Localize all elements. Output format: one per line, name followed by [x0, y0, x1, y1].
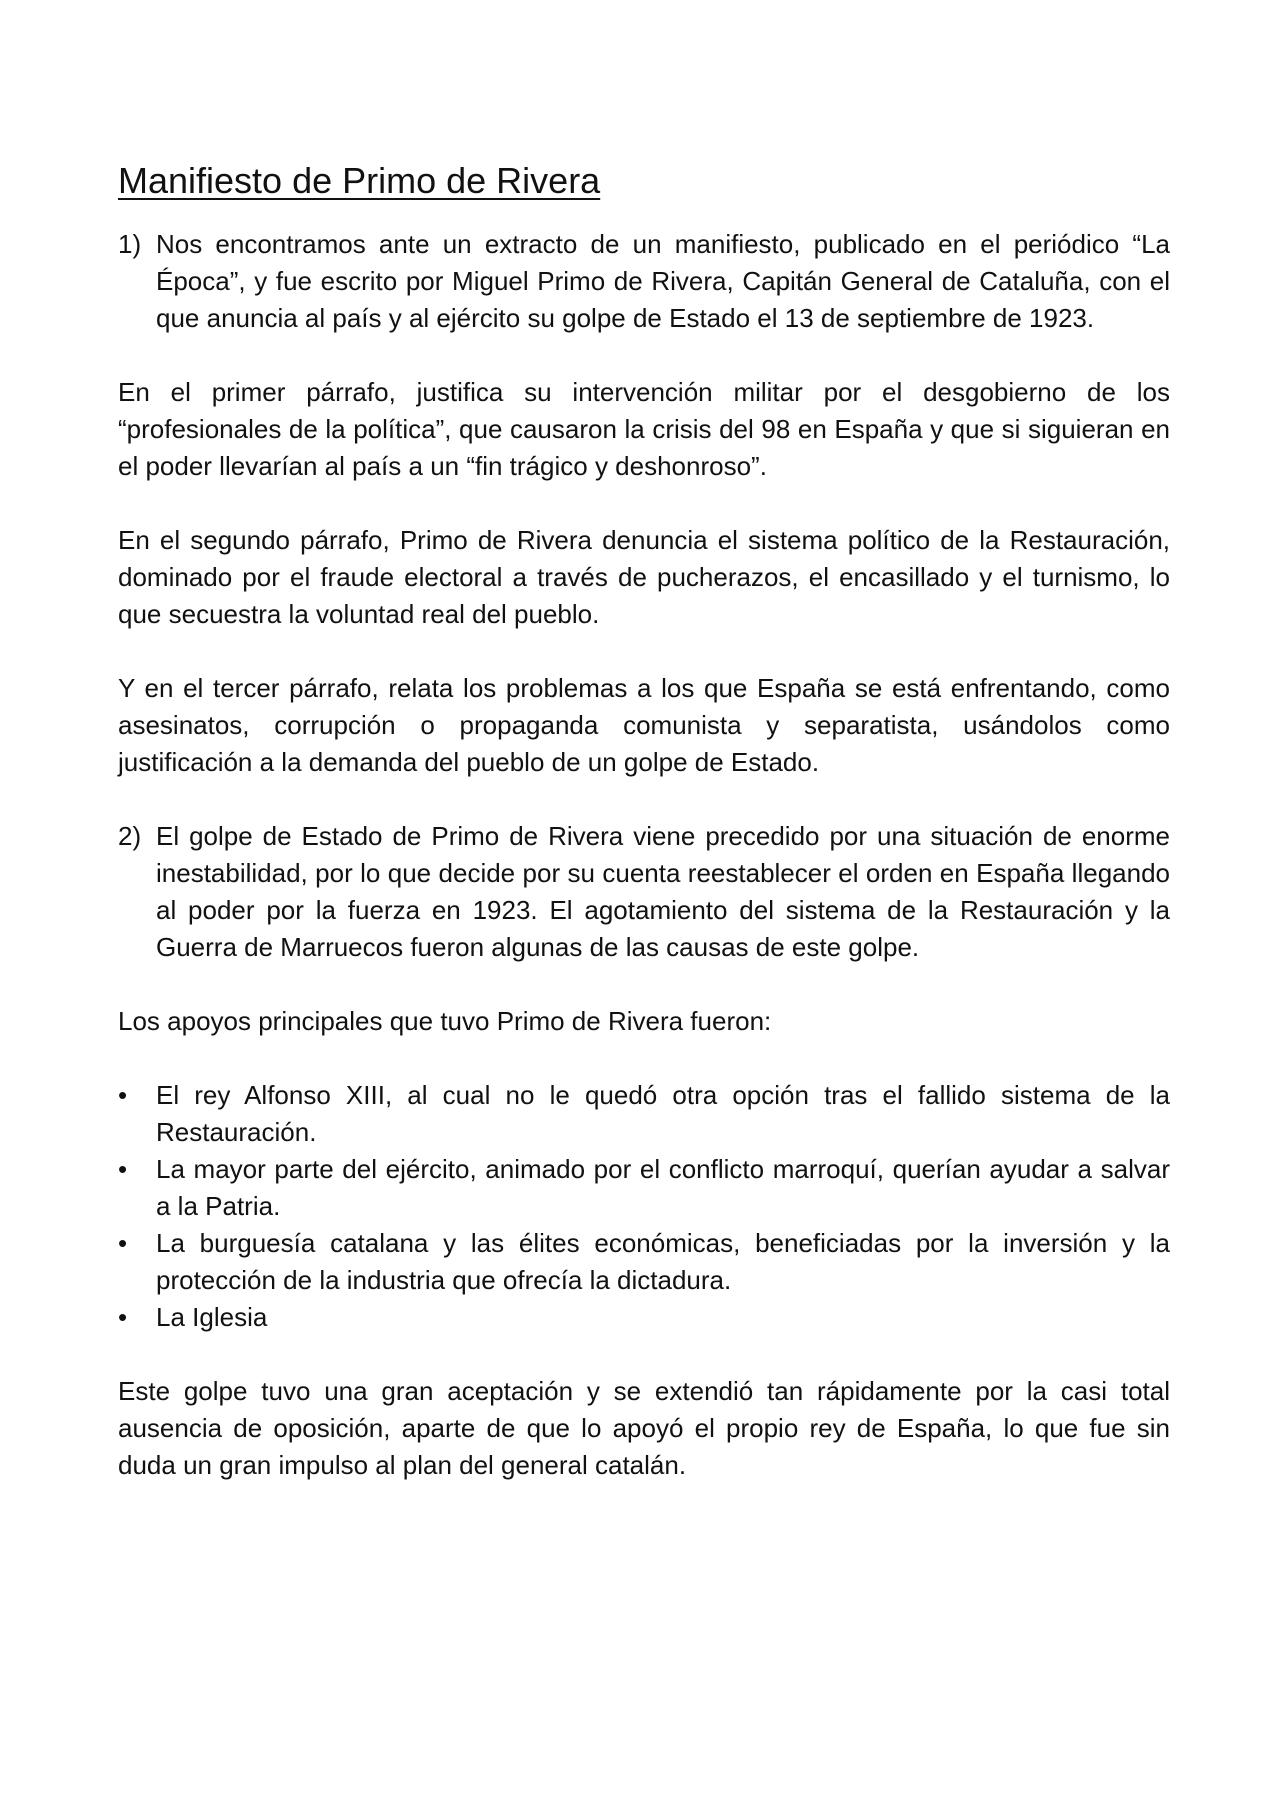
list-item [118, 1077, 1170, 1151]
item-number: 1) [118, 229, 142, 259]
list-item-text: El rey Alfonso XIII, al cual no le quedó otra opción tras el fallido sistema de la Restauración. [156, 1080, 1170, 1147]
bullet-icon: • [118, 1080, 128, 1110]
list-item-text: La burguesía catalana y las élites económicas, beneficiadas por la inversión y la protección de la industria que ofrecía la dictadura. [156, 1228, 1170, 1295]
list-item [118, 1151, 1170, 1225]
list-item [118, 1225, 1170, 1299]
supports-intro: Los apoyos principales que tuvo Primo de Rivera fueron: [118, 1006, 772, 1036]
list-item-text: La mayor parte del ejército, animado por el conflicto marroquí, querían ayudar a salvar a la Patria. [156, 1154, 1170, 1221]
numbered-item-1 [118, 226, 1170, 337]
paragraph-second: En el segundo párrafo, Primo de Rivera denuncia el sistema político de la Restauración, dominado por el fraude electoral a través de pucherazos, el encasillado y el turnismo, lo que secuestra la voluntad real del pueblo. [118, 525, 1170, 629]
list-item-text: La Iglesia [156, 1302, 268, 1332]
item-number: 2) [118, 821, 142, 851]
list-item [118, 1299, 1170, 1336]
supports-list [118, 1077, 1170, 1336]
bullet-icon: • [118, 1154, 128, 1184]
paragraph-conclusion: Este golpe tuvo una gran aceptación y se extendió tan rápidamente por la casi total ausencia de oposición, aparte de que lo apoyó el propio rey de España, lo que fue sin duda un gran impulso al plan del general catalán. [118, 1376, 1170, 1480]
bullet-icon: • [118, 1302, 128, 1332]
paragraph-third: Y en el tercer párrafo, relata los problemas a los que España se está enfrentando, como asesinatos, corrupción o propaganda comunista y separatista, usándolos como justificación a la demanda del pueblo de un golpe de Estado. [118, 673, 1170, 777]
bullet-icon: • [118, 1228, 128, 1258]
numbered-item-2 [118, 818, 1170, 966]
document-title: Manifiesto de Primo de Rivera [118, 160, 601, 201]
item-text: Nos encontramos ante un extracto de un manifiesto, publicado en el periódico “La Época”, y fue escrito por Miguel Primo de Rivera, Capitán General de Cataluña, con el que anuncia al país y al ejército su golpe de Estado el 13 de septiembre de 1923. [156, 229, 1170, 333]
paragraph-first: En el primer párrafo, justifica su intervención militar por el desgobierno de los “profesionales de la política”, que causaron la crisis del 98 en España y que si siguieran en el poder llevarían al país a un “fin trágico y deshonroso”. [118, 377, 1170, 481]
document-page [118, 158, 1170, 1521]
item-text: El golpe de Estado de Primo de Rivera viene precedido por una situación de enorme inestabilidad, por lo que decide por su cuenta reestablecer el orden en España llegando al poder por la fuerza en 1923. El agotamiento del sistema de la Restauración y la Guerra de Marruecos fueron algunas de las causas de este golpe. [156, 821, 1170, 962]
